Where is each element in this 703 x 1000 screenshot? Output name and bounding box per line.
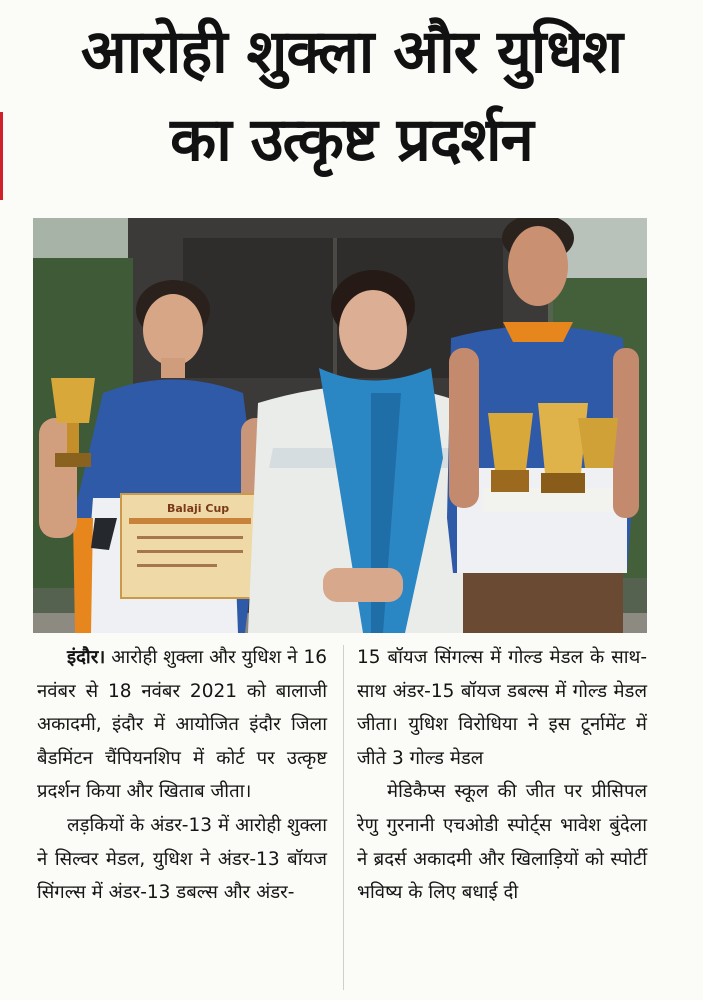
- trophy-left-cup: [51, 378, 95, 423]
- trophy-right-cup-2: [538, 403, 588, 473]
- boy-face: [508, 226, 568, 306]
- certificate-band: [129, 518, 251, 524]
- boy-arm-left: [449, 348, 479, 508]
- certificate-line-3: [137, 564, 217, 567]
- article-column-right: [357, 641, 647, 910]
- column-divider: [343, 645, 344, 990]
- trophy-left: [51, 378, 95, 467]
- trophy-right: [483, 403, 618, 512]
- headline-line-2: का उत्कृष्ट प्रदर्शन: [170, 105, 533, 175]
- certificate: [121, 494, 259, 598]
- boy-arm-right: [613, 348, 639, 518]
- trophy-right-cup-1: [488, 413, 533, 470]
- woman-face: [339, 290, 407, 370]
- certificate-line-1: [137, 536, 243, 539]
- article-paragraph-1: [37, 641, 327, 809]
- headline: [0, 8, 703, 184]
- trophy-left-base: [55, 453, 91, 467]
- girl-jersey-orange-stripe: [73, 518, 93, 633]
- trophy-right-base-1: [491, 470, 529, 492]
- article-paragraph-3: मेडिकैप्स स्कूल की जीत पर प्रीसिपल रेणु गुरनानी एचओडी स्पोर्ट्स भावेश बुंदेला ने ब्रदर्स अकादमी और खिलाड़ियों को स्पोर्टी भविष्य के लिए बधाई दी: [357, 781, 647, 904]
- woman-hands: [323, 568, 403, 602]
- trophy-right-cup-3: [578, 418, 618, 468]
- boy-shorts: [463, 573, 623, 633]
- article-paragraph-2-continued: 15 बॉयज सिंगल्स में गोल्ड मेडल के साथ-साथ अंडर-15 बॉयज डबल्स में गोल्ड मेडल जीता। युधिश विरोधिया ने इस टूर्नामेंट में जीते 3 गोल्ड मेडल: [357, 647, 647, 769]
- article-column-left: [37, 641, 327, 910]
- certificate-line-2: [137, 550, 243, 553]
- certificate-title: Balaji Cup: [167, 502, 230, 515]
- article-paragraph-1-text: आरोही शुक्ला और युधिश ने 16 नवंबर से 18 नवंबर 2021 को बालाजी अकादमी, इंदौर में आयोजित इंदौर जिला बैडमिंटन चैंपियनशिप में कोर्ट पर उत्कृष्ट प्रदर्शन किया और खिताब जीता।: [37, 647, 327, 803]
- article-body: [37, 641, 647, 996]
- girl-neck: [161, 358, 185, 378]
- dateline: इंदौर।: [67, 647, 106, 668]
- boy-jersey-collar: [503, 322, 573, 342]
- girl-face: [143, 294, 203, 366]
- headline-line-1: आरोही शुक्ला और युधिश: [80, 17, 623, 87]
- news-photo: [33, 218, 647, 633]
- article-paragraph-2: लड़कियों के अंडर-13 में आरोही शुक्ला ने सिल्वर मेडल, युधिश ने अंडर-13 बॉयज सिंगल्स में अंडर-13 डबल्स और अंडर-: [37, 814, 327, 904]
- trophy-left-stem: [67, 423, 79, 453]
- trophy-right-base-2: [541, 473, 585, 493]
